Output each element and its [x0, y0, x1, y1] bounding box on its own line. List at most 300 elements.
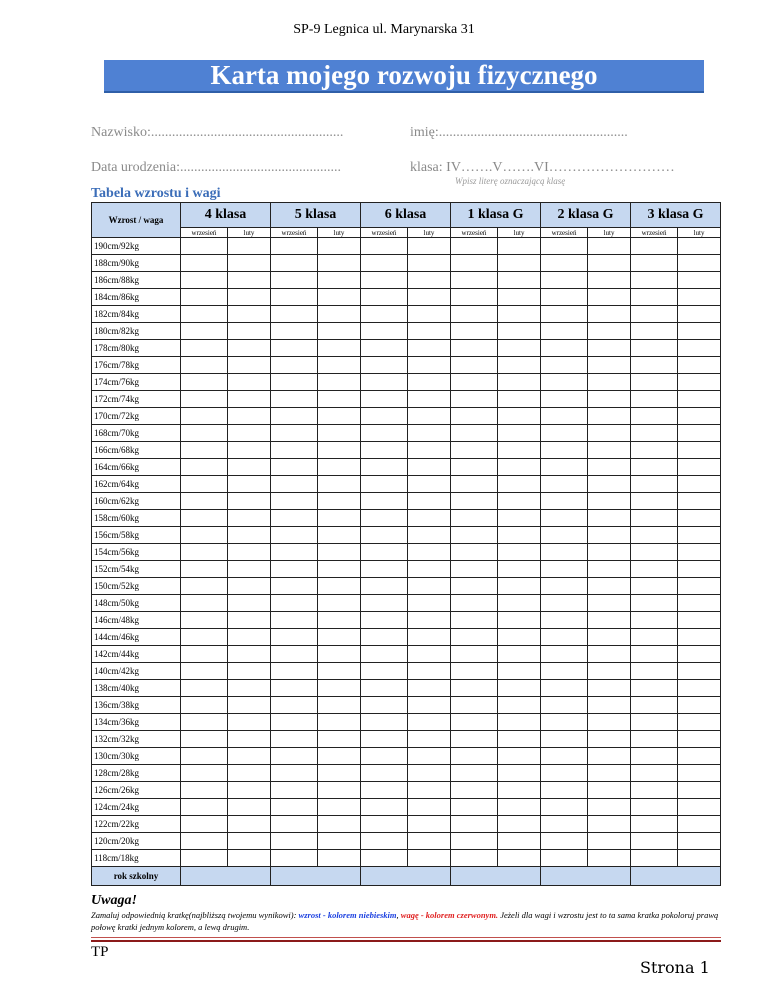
- grid-cell[interactable]: [181, 306, 228, 323]
- grid-cell[interactable]: [541, 323, 588, 340]
- grid-cell[interactable]: [408, 544, 451, 561]
- grid-cell[interactable]: [271, 561, 318, 578]
- grid-cell[interactable]: [271, 476, 318, 493]
- grid-cell[interactable]: [678, 476, 721, 493]
- grid-cell[interactable]: [498, 561, 541, 578]
- grid-cell[interactable]: [181, 408, 228, 425]
- grid-cell[interactable]: [588, 527, 631, 544]
- grid-cell[interactable]: [451, 578, 498, 595]
- grid-cell[interactable]: [408, 408, 451, 425]
- grid-cell[interactable]: [451, 493, 498, 510]
- grid-cell[interactable]: [271, 816, 318, 833]
- grid-cell[interactable]: [271, 714, 318, 731]
- grid-cell[interactable]: [541, 850, 588, 867]
- grid-cell[interactable]: [228, 544, 271, 561]
- grid-cell[interactable]: [631, 782, 678, 799]
- grid-cell[interactable]: [271, 408, 318, 425]
- grid-cell[interactable]: [271, 391, 318, 408]
- grid-cell[interactable]: [361, 697, 408, 714]
- grid-cell[interactable]: [228, 374, 271, 391]
- grid-cell[interactable]: [228, 663, 271, 680]
- grid-cell[interactable]: [181, 544, 228, 561]
- grid-cell[interactable]: [271, 493, 318, 510]
- grid-cell[interactable]: [588, 663, 631, 680]
- grid-cell[interactable]: [451, 544, 498, 561]
- grid-cell[interactable]: [181, 799, 228, 816]
- grid-cell[interactable]: [678, 459, 721, 476]
- grid-cell[interactable]: [451, 340, 498, 357]
- grid-cell[interactable]: [361, 357, 408, 374]
- grid-cell[interactable]: [631, 731, 678, 748]
- grid-cell[interactable]: [631, 442, 678, 459]
- grid-cell[interactable]: [541, 663, 588, 680]
- grid-cell[interactable]: [631, 238, 678, 255]
- grid-cell[interactable]: [678, 374, 721, 391]
- grid-cell[interactable]: [228, 306, 271, 323]
- grid-cell[interactable]: [541, 340, 588, 357]
- grid-cell[interactable]: [678, 357, 721, 374]
- grid-cell[interactable]: [361, 833, 408, 850]
- grid-cell[interactable]: [318, 238, 361, 255]
- grid-cell[interactable]: [678, 578, 721, 595]
- grid-cell[interactable]: [361, 850, 408, 867]
- grid-cell[interactable]: [271, 238, 318, 255]
- grid-cell[interactable]: [181, 731, 228, 748]
- grid-cell[interactable]: [271, 578, 318, 595]
- grid-cell[interactable]: [228, 238, 271, 255]
- grid-cell[interactable]: [408, 850, 451, 867]
- grid-cell[interactable]: [361, 272, 408, 289]
- grid-cell[interactable]: [361, 340, 408, 357]
- grid-cell[interactable]: [361, 578, 408, 595]
- grid-cell[interactable]: [181, 272, 228, 289]
- grid-cell[interactable]: [361, 782, 408, 799]
- grid-cell[interactable]: [271, 680, 318, 697]
- grid-cell[interactable]: [271, 748, 318, 765]
- grid-cell[interactable]: [678, 629, 721, 646]
- grid-cell[interactable]: [678, 510, 721, 527]
- grid-cell[interactable]: [678, 340, 721, 357]
- grid-cell[interactable]: [541, 425, 588, 442]
- grid-cell[interactable]: [541, 255, 588, 272]
- grid-cell[interactable]: [181, 850, 228, 867]
- grid-cell[interactable]: [498, 680, 541, 697]
- grid-cell[interactable]: [541, 493, 588, 510]
- grid-cell[interactable]: [451, 510, 498, 527]
- grid-cell[interactable]: [408, 595, 451, 612]
- grid-cell[interactable]: [451, 476, 498, 493]
- grid-cell[interactable]: [228, 748, 271, 765]
- grid-cell[interactable]: [451, 425, 498, 442]
- grid-cell[interactable]: [631, 510, 678, 527]
- grid-cell[interactable]: [631, 799, 678, 816]
- grid-cell[interactable]: [181, 578, 228, 595]
- grid-cell[interactable]: [541, 306, 588, 323]
- grid-cell[interactable]: [678, 765, 721, 782]
- grid-cell[interactable]: [318, 340, 361, 357]
- school-year-cell[interactable]: [451, 867, 541, 886]
- grid-cell[interactable]: [228, 782, 271, 799]
- grid-cell[interactable]: [271, 850, 318, 867]
- grid-cell[interactable]: [408, 833, 451, 850]
- grid-cell[interactable]: [451, 408, 498, 425]
- grid-cell[interactable]: [498, 340, 541, 357]
- grid-cell[interactable]: [228, 629, 271, 646]
- grid-cell[interactable]: [631, 850, 678, 867]
- grid-cell[interactable]: [318, 731, 361, 748]
- grid-cell[interactable]: [588, 442, 631, 459]
- grid-cell[interactable]: [408, 391, 451, 408]
- grid-cell[interactable]: [678, 323, 721, 340]
- grid-cell[interactable]: [541, 544, 588, 561]
- grid-cell[interactable]: [181, 646, 228, 663]
- grid-cell[interactable]: [631, 578, 678, 595]
- grid-cell[interactable]: [361, 289, 408, 306]
- grid-cell[interactable]: [631, 289, 678, 306]
- grid-cell[interactable]: [451, 374, 498, 391]
- grid-cell[interactable]: [271, 357, 318, 374]
- grid-cell[interactable]: [271, 289, 318, 306]
- grid-cell[interactable]: [678, 306, 721, 323]
- grid-cell[interactable]: [361, 629, 408, 646]
- grid-cell[interactable]: [318, 680, 361, 697]
- grid-cell[interactable]: [271, 595, 318, 612]
- grid-cell[interactable]: [271, 272, 318, 289]
- grid-cell[interactable]: [228, 391, 271, 408]
- grid-cell[interactable]: [318, 476, 361, 493]
- grid-cell[interactable]: [228, 612, 271, 629]
- grid-cell[interactable]: [541, 595, 588, 612]
- grid-cell[interactable]: [271, 663, 318, 680]
- grid-cell[interactable]: [228, 493, 271, 510]
- grid-cell[interactable]: [318, 748, 361, 765]
- grid-cell[interactable]: [631, 340, 678, 357]
- grid-cell[interactable]: [408, 357, 451, 374]
- grid-cell[interactable]: [498, 289, 541, 306]
- grid-cell[interactable]: [498, 408, 541, 425]
- grid-cell[interactable]: [181, 714, 228, 731]
- grid-cell[interactable]: [408, 561, 451, 578]
- grid-cell[interactable]: [631, 272, 678, 289]
- school-year-cell[interactable]: [541, 867, 631, 886]
- grid-cell[interactable]: [271, 833, 318, 850]
- grid-cell[interactable]: [271, 612, 318, 629]
- grid-cell[interactable]: [498, 493, 541, 510]
- grid-cell[interactable]: [541, 782, 588, 799]
- grid-cell[interactable]: [451, 612, 498, 629]
- grid-cell[interactable]: [228, 765, 271, 782]
- grid-cell[interactable]: [361, 663, 408, 680]
- grid-cell[interactable]: [228, 680, 271, 697]
- grid-cell[interactable]: [498, 578, 541, 595]
- grid-cell[interactable]: [228, 731, 271, 748]
- grid-cell[interactable]: [181, 374, 228, 391]
- grid-cell[interactable]: [498, 765, 541, 782]
- grid-cell[interactable]: [408, 527, 451, 544]
- grid-cell[interactable]: [541, 697, 588, 714]
- grid-cell[interactable]: [451, 272, 498, 289]
- grid-cell[interactable]: [271, 544, 318, 561]
- grid-cell[interactable]: [498, 306, 541, 323]
- grid-cell[interactable]: [631, 646, 678, 663]
- grid-cell[interactable]: [408, 646, 451, 663]
- grid-cell[interactable]: [361, 561, 408, 578]
- grid-cell[interactable]: [498, 476, 541, 493]
- grid-cell[interactable]: [318, 833, 361, 850]
- grid-cell[interactable]: [498, 510, 541, 527]
- grid-cell[interactable]: [181, 527, 228, 544]
- grid-cell[interactable]: [541, 476, 588, 493]
- grid-cell[interactable]: [408, 255, 451, 272]
- grid-cell[interactable]: [408, 612, 451, 629]
- grid-cell[interactable]: [451, 629, 498, 646]
- grid-cell[interactable]: [451, 714, 498, 731]
- class-field[interactable]: klasa: IV…….V…….VI………………………: [410, 160, 675, 175]
- grid-cell[interactable]: [588, 765, 631, 782]
- grid-cell[interactable]: [451, 357, 498, 374]
- grid-cell[interactable]: [498, 595, 541, 612]
- grid-cell[interactable]: [451, 697, 498, 714]
- grid-cell[interactable]: [271, 255, 318, 272]
- grid-cell[interactable]: [498, 357, 541, 374]
- grid-cell[interactable]: [228, 272, 271, 289]
- grid-cell[interactable]: [541, 714, 588, 731]
- grid-cell[interactable]: [631, 374, 678, 391]
- grid-cell[interactable]: [408, 680, 451, 697]
- grid-cell[interactable]: [228, 476, 271, 493]
- grid-cell[interactable]: [588, 629, 631, 646]
- grid-cell[interactable]: [678, 442, 721, 459]
- grid-cell[interactable]: [588, 306, 631, 323]
- grid-cell[interactable]: [588, 850, 631, 867]
- grid-cell[interactable]: [451, 561, 498, 578]
- grid-cell[interactable]: [678, 697, 721, 714]
- grid-cell[interactable]: [678, 544, 721, 561]
- school-year-cell[interactable]: [631, 867, 721, 886]
- grid-cell[interactable]: [318, 629, 361, 646]
- grid-cell[interactable]: [318, 816, 361, 833]
- grid-cell[interactable]: [588, 612, 631, 629]
- grid-cell[interactable]: [541, 612, 588, 629]
- grid-cell[interactable]: [271, 629, 318, 646]
- grid-cell[interactable]: [588, 578, 631, 595]
- grid-cell[interactable]: [451, 238, 498, 255]
- grid-cell[interactable]: [318, 272, 361, 289]
- grid-cell[interactable]: [181, 629, 228, 646]
- grid-cell[interactable]: [318, 612, 361, 629]
- grid-cell[interactable]: [408, 765, 451, 782]
- grid-cell[interactable]: [228, 323, 271, 340]
- grid-cell[interactable]: [678, 799, 721, 816]
- grid-cell[interactable]: [588, 476, 631, 493]
- grid-cell[interactable]: [678, 595, 721, 612]
- grid-cell[interactable]: [271, 425, 318, 442]
- grid-cell[interactable]: [541, 510, 588, 527]
- grid-cell[interactable]: [541, 391, 588, 408]
- grid-cell[interactable]: [678, 612, 721, 629]
- grid-cell[interactable]: [408, 459, 451, 476]
- grid-cell[interactable]: [451, 816, 498, 833]
- grid-cell[interactable]: [588, 544, 631, 561]
- grid-cell[interactable]: [451, 765, 498, 782]
- grid-cell[interactable]: [678, 425, 721, 442]
- grid-cell[interactable]: [678, 272, 721, 289]
- grid-cell[interactable]: [318, 408, 361, 425]
- grid-cell[interactable]: [498, 544, 541, 561]
- grid-cell[interactable]: [451, 646, 498, 663]
- grid-cell[interactable]: [181, 816, 228, 833]
- grid-cell[interactable]: [588, 816, 631, 833]
- grid-cell[interactable]: [181, 493, 228, 510]
- grid-cell[interactable]: [498, 238, 541, 255]
- grid-cell[interactable]: [588, 255, 631, 272]
- grid-cell[interactable]: [271, 510, 318, 527]
- grid-cell[interactable]: [541, 748, 588, 765]
- grid-cell[interactable]: [541, 289, 588, 306]
- grid-cell[interactable]: [498, 748, 541, 765]
- grid-cell[interactable]: [228, 595, 271, 612]
- grid-cell[interactable]: [361, 510, 408, 527]
- grid-cell[interactable]: [318, 578, 361, 595]
- grid-cell[interactable]: [181, 612, 228, 629]
- grid-cell[interactable]: [631, 323, 678, 340]
- grid-cell[interactable]: [631, 833, 678, 850]
- grid-cell[interactable]: [498, 799, 541, 816]
- grid-cell[interactable]: [318, 765, 361, 782]
- grid-cell[interactable]: [361, 408, 408, 425]
- grid-cell[interactable]: [318, 663, 361, 680]
- grid-cell[interactable]: [588, 340, 631, 357]
- grid-cell[interactable]: [451, 289, 498, 306]
- grid-cell[interactable]: [631, 391, 678, 408]
- grid-cell[interactable]: [541, 646, 588, 663]
- grid-cell[interactable]: [181, 238, 228, 255]
- grid-cell[interactable]: [541, 357, 588, 374]
- grid-cell[interactable]: [361, 391, 408, 408]
- grid-cell[interactable]: [318, 595, 361, 612]
- grid-cell[interactable]: [408, 510, 451, 527]
- grid-cell[interactable]: [361, 595, 408, 612]
- grid-cell[interactable]: [318, 459, 361, 476]
- grid-cell[interactable]: [588, 238, 631, 255]
- grid-cell[interactable]: [588, 510, 631, 527]
- grid-cell[interactable]: [181, 391, 228, 408]
- grid-cell[interactable]: [631, 544, 678, 561]
- grid-cell[interactable]: [631, 629, 678, 646]
- grid-cell[interactable]: [181, 765, 228, 782]
- grid-cell[interactable]: [181, 680, 228, 697]
- grid-cell[interactable]: [318, 323, 361, 340]
- grid-cell[interactable]: [271, 374, 318, 391]
- grid-cell[interactable]: [541, 442, 588, 459]
- grid-cell[interactable]: [541, 833, 588, 850]
- grid-cell[interactable]: [631, 459, 678, 476]
- grid-cell[interactable]: [271, 340, 318, 357]
- grid-cell[interactable]: [181, 340, 228, 357]
- grid-cell[interactable]: [631, 425, 678, 442]
- grid-cell[interactable]: [678, 816, 721, 833]
- grid-cell[interactable]: [451, 255, 498, 272]
- grid-cell[interactable]: [498, 527, 541, 544]
- grid-cell[interactable]: [541, 238, 588, 255]
- grid-cell[interactable]: [181, 561, 228, 578]
- grid-cell[interactable]: [498, 459, 541, 476]
- grid-cell[interactable]: [361, 442, 408, 459]
- grid-cell[interactable]: [228, 714, 271, 731]
- grid-cell[interactable]: [678, 833, 721, 850]
- grid-cell[interactable]: [361, 425, 408, 442]
- grid-cell[interactable]: [361, 799, 408, 816]
- grid-cell[interactable]: [181, 459, 228, 476]
- grid-cell[interactable]: [408, 578, 451, 595]
- grid-cell[interactable]: [678, 714, 721, 731]
- grid-cell[interactable]: [451, 663, 498, 680]
- grid-cell[interactable]: [318, 374, 361, 391]
- grid-cell[interactable]: [541, 799, 588, 816]
- grid-cell[interactable]: [678, 289, 721, 306]
- grid-cell[interactable]: [498, 612, 541, 629]
- grid-cell[interactable]: [228, 697, 271, 714]
- grid-cell[interactable]: [451, 799, 498, 816]
- grid-cell[interactable]: [678, 527, 721, 544]
- grid-cell[interactable]: [588, 561, 631, 578]
- grid-cell[interactable]: [408, 272, 451, 289]
- grid-cell[interactable]: [631, 612, 678, 629]
- grid-cell[interactable]: [588, 323, 631, 340]
- grid-cell[interactable]: [498, 714, 541, 731]
- grid-cell[interactable]: [498, 425, 541, 442]
- grid-cell[interactable]: [361, 731, 408, 748]
- grid-cell[interactable]: [361, 323, 408, 340]
- grid-cell[interactable]: [588, 646, 631, 663]
- grid-cell[interactable]: [451, 731, 498, 748]
- grid-cell[interactable]: [318, 544, 361, 561]
- grid-cell[interactable]: [318, 510, 361, 527]
- grid-cell[interactable]: [228, 646, 271, 663]
- grid-cell[interactable]: [318, 493, 361, 510]
- grid-cell[interactable]: [271, 527, 318, 544]
- grid-cell[interactable]: [228, 289, 271, 306]
- grid-cell[interactable]: [498, 697, 541, 714]
- grid-cell[interactable]: [408, 714, 451, 731]
- grid-cell[interactable]: [181, 833, 228, 850]
- grid-cell[interactable]: [678, 680, 721, 697]
- grid-cell[interactable]: [588, 799, 631, 816]
- grid-cell[interactable]: [631, 595, 678, 612]
- grid-cell[interactable]: [678, 646, 721, 663]
- grid-cell[interactable]: [588, 408, 631, 425]
- grid-cell[interactable]: [498, 255, 541, 272]
- grid-cell[interactable]: [271, 731, 318, 748]
- grid-cell[interactable]: [181, 289, 228, 306]
- grid-cell[interactable]: [408, 289, 451, 306]
- school-year-cell[interactable]: [361, 867, 451, 886]
- grid-cell[interactable]: [631, 306, 678, 323]
- grid-cell[interactable]: [678, 782, 721, 799]
- grid-cell[interactable]: [361, 646, 408, 663]
- grid-cell[interactable]: [271, 765, 318, 782]
- grid-cell[interactable]: [541, 561, 588, 578]
- grid-cell[interactable]: [181, 255, 228, 272]
- grid-cell[interactable]: [408, 629, 451, 646]
- grid-cell[interactable]: [451, 595, 498, 612]
- grid-cell[interactable]: [451, 850, 498, 867]
- grid-cell[interactable]: [498, 663, 541, 680]
- grid-cell[interactable]: [181, 663, 228, 680]
- grid-cell[interactable]: [361, 544, 408, 561]
- grid-cell[interactable]: [228, 408, 271, 425]
- grid-cell[interactable]: [361, 765, 408, 782]
